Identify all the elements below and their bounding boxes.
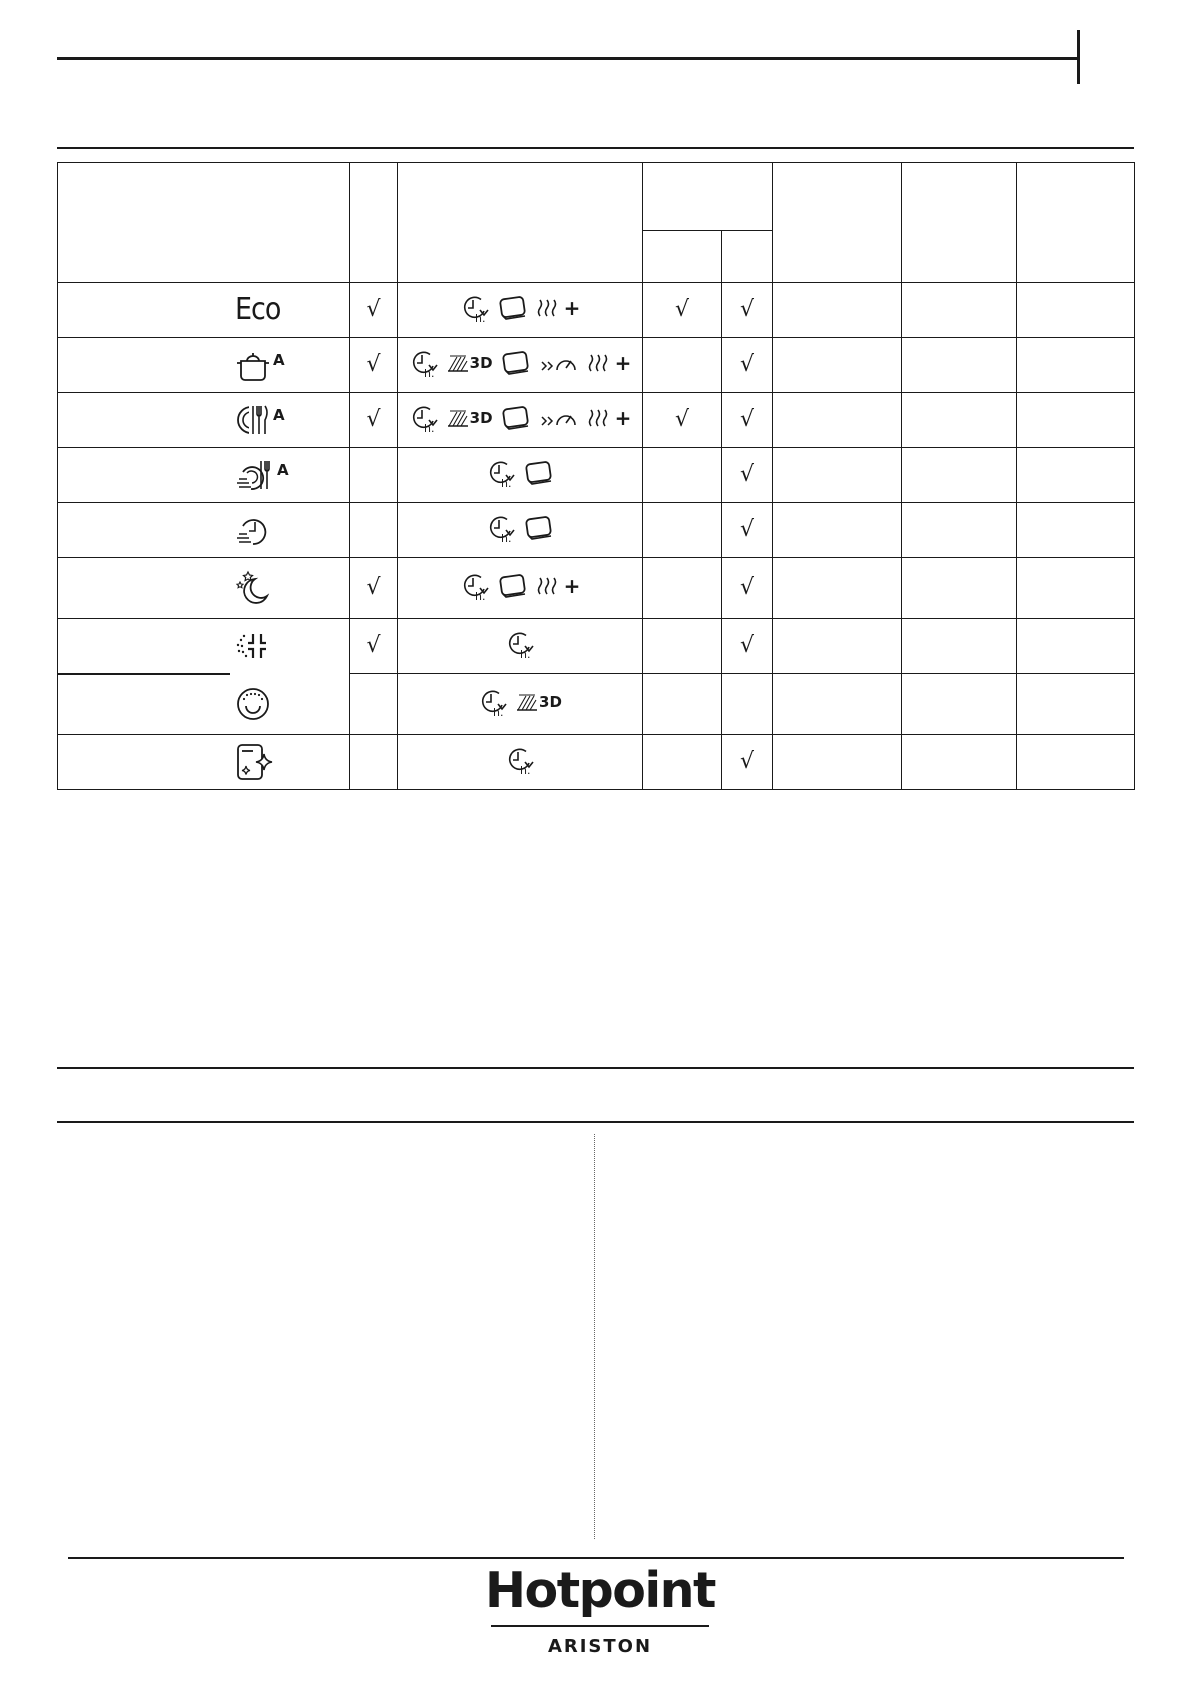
tablet-icon [524,515,554,541]
delay-start-icon [409,403,439,433]
check-mark: √ [739,297,755,322]
delay-start-icon [505,629,535,659]
plus-label: + [614,406,632,430]
programme-name-cell [58,283,350,338]
options-cell [398,558,643,619]
check-cell [722,448,773,503]
check-cell [722,338,773,393]
svg-text:h.: h. [423,422,435,433]
delay-start-icon [486,458,516,488]
programme-row [58,283,1135,338]
svg-text:h.: h. [474,312,486,323]
programme-name-cell [58,393,350,448]
mid-rule-1 [57,1067,1134,1069]
empty-cell [1017,393,1135,448]
column-divider [594,1134,595,1539]
empty-cell [773,393,902,448]
tablet-icon [501,405,531,431]
check-cell [722,503,773,558]
tablet-icon [524,460,554,486]
programme-name-cell [58,558,350,619]
empty-cell [1017,283,1135,338]
intensive-pot-icon [235,347,271,383]
check-mark: √ [674,407,690,432]
three-d-label: 3D [469,354,493,372]
delay-start-icon [409,348,439,378]
check-cell [722,619,773,674]
extra-dry-icon [536,574,581,598]
table-top-rule [57,147,1134,149]
brand-sub: ARISTON [547,1636,653,1657]
halfload-cell [643,619,722,674]
plus-label: + [614,351,632,375]
empty-cell [773,558,902,619]
header-options [398,163,643,283]
col1-cell [350,674,398,735]
check-cell [722,393,773,448]
zone-wash-3d-icon [447,408,493,428]
zone-wash-3d-icon [447,353,493,373]
check-mark: √ [739,749,755,774]
extra-dry-icon [587,406,632,430]
halfload-cell [643,503,722,558]
options-cell [398,735,643,790]
empty-cell [773,619,902,674]
check-mark: √ [366,633,381,658]
programme-row [58,619,1135,674]
programme-row [58,393,1135,448]
svg-text:h.: h. [493,706,504,717]
programme-underline [58,673,230,675]
empty-cell [902,283,1017,338]
svg-text:h.: h. [423,367,435,378]
svg-text:h.: h. [520,648,531,659]
empty-cell [1017,503,1135,558]
svg-text:h.: h. [501,532,512,543]
programme-table [57,162,1135,790]
footer-rule [68,1557,1124,1559]
halfload-cell [643,338,722,393]
empty-cell [902,619,1017,674]
programme-row [58,674,1135,735]
empty-cell [773,448,902,503]
options-cell [398,393,643,448]
delay-start-icon [505,745,535,775]
brand-divider [491,1625,709,1627]
auto-label: A [273,351,285,369]
col1-cell [350,338,398,393]
header-programme [58,163,350,283]
programme-name-cell [58,619,350,674]
halfload-cell [643,674,722,735]
delay-start-icon [460,571,490,601]
check-mark: √ [739,517,755,542]
tablet-icon [498,295,528,321]
header-col-6 [773,163,902,283]
turbo-icon [539,352,579,374]
tablet-icon [501,350,531,376]
col1-cell [350,393,398,448]
empty-cell [773,338,902,393]
header-group [643,163,773,231]
auto-label: A [273,406,285,424]
options-cell [398,674,643,735]
check-mark: √ [739,407,755,432]
empty-cell [1017,558,1135,619]
check-mark: √ [366,407,381,432]
header-sub-2 [722,231,773,283]
header-col-8 [1017,163,1135,283]
auto-label: A [277,461,289,479]
check-mark: √ [739,352,755,377]
empty-cell [902,558,1017,619]
halfload-cell [643,558,722,619]
programme-name-cell [58,674,350,735]
empty-cell [902,503,1017,558]
delay-start-icon [460,293,490,323]
check-cell [722,558,773,619]
self-clean-icon [235,742,275,782]
night-icon [235,570,271,606]
options-cell [398,448,643,503]
eco-icon: Eco [235,292,281,327]
check-mark: √ [674,297,690,322]
options-cell [398,283,643,338]
check-mark: √ [739,633,755,658]
halfload-cell [643,448,722,503]
empty-cell [773,735,902,790]
svg-text:h.: h. [501,477,512,488]
programme-row [58,503,1135,558]
three-d-label: 3D [539,693,562,711]
prewash-icon [235,630,275,662]
check-mark: √ [366,297,381,322]
halfload-cell [643,283,722,338]
empty-cell [773,503,902,558]
programme-row [58,558,1135,619]
empty-cell [773,674,902,735]
options-cell [398,503,643,558]
empty-cell [773,283,902,338]
header-rule [57,57,1077,60]
programme-name-cell [58,338,350,393]
options-cell [398,338,643,393]
col1-cell [350,283,398,338]
check-mark: √ [739,462,755,487]
options-cell [398,619,643,674]
empty-cell [902,393,1017,448]
check-cell [722,735,773,790]
empty-cell [902,448,1017,503]
empty-cell [1017,619,1135,674]
programme-name-cell [58,448,350,503]
empty-cell [1017,448,1135,503]
header-sub-1 [643,231,722,283]
halfload-cell [643,393,722,448]
svg-text:h.: h. [474,590,486,601]
mid-rule-2 [57,1121,1134,1123]
programme-row [58,448,1135,503]
empty-cell [1017,338,1135,393]
halfload-cell [643,735,722,790]
extra-dry-icon [536,296,581,320]
col1-cell [350,619,398,674]
plus-label: + [563,574,581,598]
tablet-icon [498,573,528,599]
check-mark: √ [366,352,381,377]
daily-plates-icon [235,402,271,438]
header-col-1 [350,163,398,283]
empty-cell [902,674,1017,735]
brand-name: Hotpoint [485,1562,715,1619]
col1-cell [350,735,398,790]
check-cell [722,674,773,735]
zone-wash-3d-icon [516,692,562,712]
col1-cell [350,558,398,619]
empty-cell [902,735,1017,790]
empty-cell [1017,674,1135,735]
header-col-7 [902,163,1017,283]
check-cell [722,283,773,338]
delay-start-icon [486,513,516,543]
brand-logo [480,1562,720,1657]
programme-name-cell [58,503,350,558]
col1-cell [350,448,398,503]
check-mark: √ [366,575,381,600]
empty-cell [902,338,1017,393]
check-mark: √ [739,575,755,600]
delicate-icon [235,686,271,722]
delay-start-icon [478,687,508,717]
three-d-label: 3D [469,409,493,427]
turbo-icon [539,407,579,429]
empty-cell [1017,735,1135,790]
plus-label: + [563,296,581,320]
svg-text:h.: h. [520,764,531,775]
header-tick [1077,30,1080,84]
programme-row [58,338,1135,393]
extra-dry-icon [587,351,632,375]
fast-wash-icon [235,512,271,548]
programme-row [58,735,1135,790]
col1-cell [350,503,398,558]
programme-name-cell [58,735,350,790]
quick-wash-icon [235,457,275,493]
